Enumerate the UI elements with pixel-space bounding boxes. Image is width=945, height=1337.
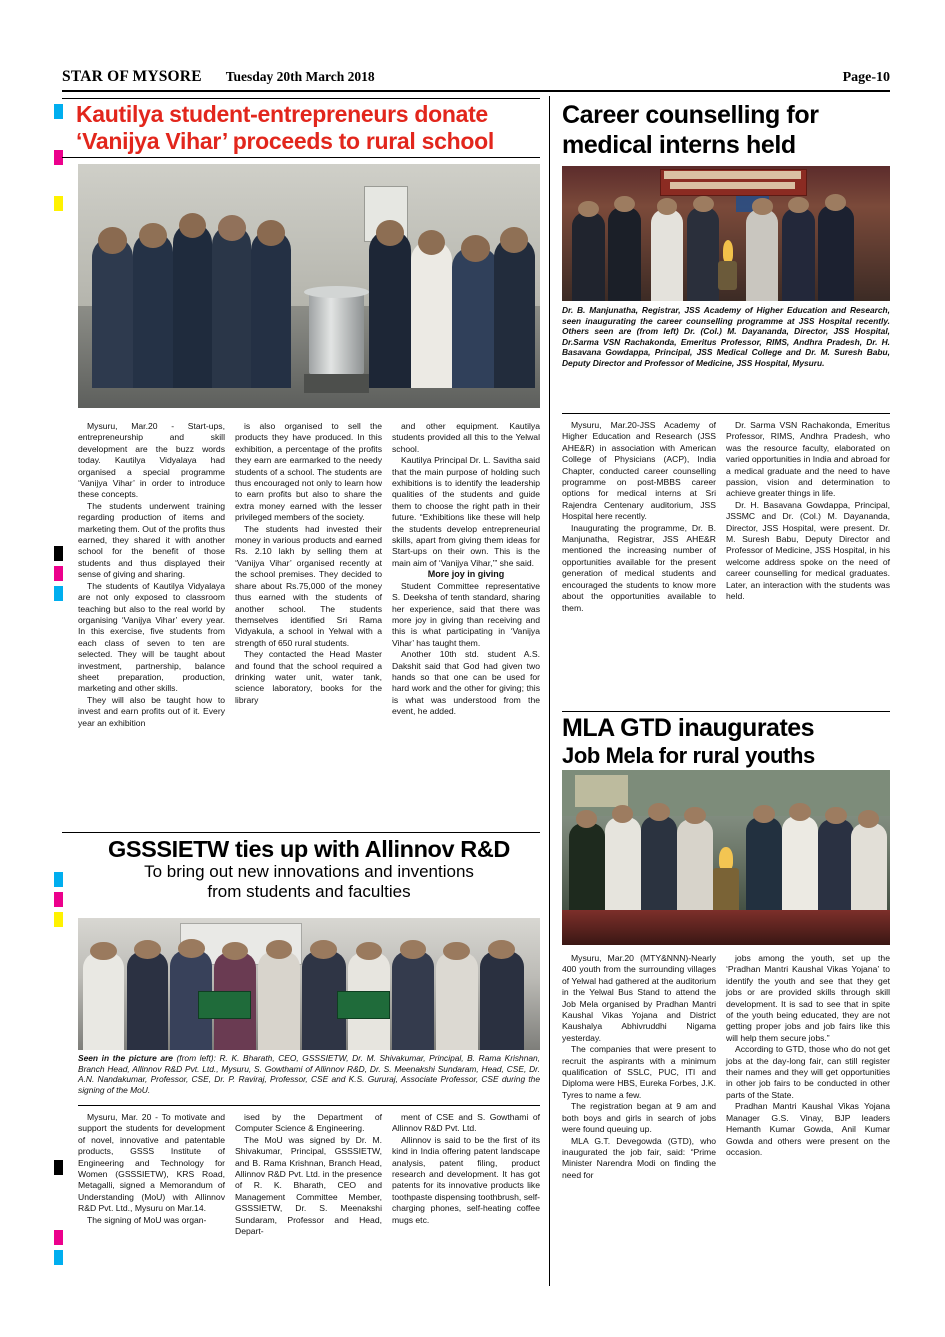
story1-headline-line2: ‘Vanijya Vihar’ proceeds to rural school [76, 128, 494, 154]
story2-caption-rule [562, 413, 890, 414]
page-number: Page-10 [842, 70, 890, 85]
registration-bar-magenta-4 [54, 1230, 63, 1245]
story2-caption [562, 305, 890, 369]
story1-col3-p3: Student Committee representative S. Deeksha of tenth standard, sharing her experience, said that there was more joy in giving than receiving and this is what participating in ‘Vanijya Vihar’ has taught them. [392, 580, 540, 648]
story3-col2-p3: Pradhan Mantri Kaushal Vikas Yojana Manager G.S. Vinay, BJP leaders Hemanth Kumar Gowda, Anil Kumar Gowda and others were present on the occasion. [726, 1101, 890, 1157]
registration-bar-cyan-4 [54, 1250, 63, 1265]
registration-bar-magenta-3 [54, 892, 63, 907]
story2-col2-p1: Dr. Sarma VSN Rachakonda, Emeritus Professor, RIMS, Andhra Pradesh, who was the resource faculty, elaborated on varied opportunities in India and abroad for a medical graduate and the need to have passion, vision and determination to achieve greater things in life. [726, 420, 890, 499]
story4-col3-p2: Allinnov is said to be the first of its kind in India offering patent landscape analysis, patent filing, product research and development. It has got patents for its innovative products like toothpaste dispensing toothbrush, self-charging phones, self-heating coffee mugs etc. [392, 1134, 540, 1225]
story1-col2-p1: is also organised to sell the products they have produced. In this exhibition, a percentage of the profits they earn are earmarked to the needy students of a school. The students are thus encouraged not only to learn how to earn profits but also to share the extra money earned with the lesser privileged members of the society. [235, 421, 382, 523]
story1-headline [76, 101, 542, 155]
story2-photo [562, 166, 890, 301]
story3-col1-p1: Mysuru, Mar.20 (MTY&NNN)-Nearly 400 youth from the surrounding villages of Yelwal had gathered at the auditorium in the Yelwal Bus Stand to attend the Job Mela organised by Pradhan Mantri Kaushal Vikas Yojana and District Kaushalya Abhivruddhi Nigama yesterday. [562, 953, 716, 1043]
story1-col1-p1: Mysuru, Mar.20 - Start-ups, entrepreneurship and skill development are the buzz words today. Kautilya Vidyalaya had organised a special programme ‘Vanijya Vihar’ in order to introduce these concepts. [78, 421, 225, 500]
story1-col3-p4: Another 10th std. student A.S. Dakshit said that God had given two hands so that one can be used for hard work and the other for giving; this is what was understood from the event, he added. [392, 649, 540, 717]
registration-bar-magenta-2 [54, 566, 63, 581]
story3-col1-p2: The companies that were present to recruit the aspirants with a minimum qualification of SSLC, PUC, ITI and Diploma were HBS, Eureka Forbes, J.K. Tyres to name a few. [562, 1044, 716, 1100]
story4-caption-rule [78, 1105, 540, 1106]
story3-photo [562, 770, 890, 945]
story3-headline-line2: Job Mela for rural youths [562, 743, 815, 768]
story4-col1-p2: The signing of MoU was organ- [87, 1214, 207, 1225]
story4-headline [76, 836, 542, 902]
story2-caption-text: Dr. B. Manjunatha, Registrar, JSS Academy of Higher Education and Research, seen inaugurating the career counselling programme at JSS Hospital recently. Others seen are (from left) Dr. (Col.) M. Dayananda, Director, JSS Hospital, Dr.Sarma VSN Rachakonda, Emeritus Professor, RIMS, Andhra Pradesh, Dr. H. Basavana Gowdappa, Principal, JSS Medical College and Dr. M. Suresh Babu, Deputy Director and Professor of Medicine, JSS Hospital, Mysuru. [562, 305, 890, 368]
story1-column-3 [392, 421, 540, 829]
story1-col1-p4: They will also be taught how to invest and earn profits out of it. Every year an exhibition [78, 694, 225, 728]
story2-headline-line1: Career counselling for [562, 101, 819, 129]
story2-column-2 [726, 420, 890, 700]
registration-bar-black [54, 546, 63, 561]
story1-col2-p2: The students had invested their money in various products and earned Rs. 2.10 lakh by selling them at ‘Vanijya Vihar’ organised recently at the school premises. They decided to share about Rs.75,000 of the money thus earned with the students of another school. The students themselves identified Sri Rama Vidyakula, a school in Yelwal with a strength of 650 rural students. [235, 523, 382, 648]
story3-column-2 [726, 953, 890, 1283]
story2-col1-p1: Mysuru, Mar.20-JSS Academy of Higher Education and Research (JSS AHE&R) in association with American College of Physicians (ACP), India Chapter, conducted career counselling programme on post-MBBS career options for medical interns at Sri Rajendra Centenary auditorium, JSS Hospital here recently. [562, 420, 716, 522]
story2-col2-p2: Dr. H. Basavana Gowdappa, Principal, JSSMC and Dr. (Col.) M. Dayananda, Director, JSS Hospital, were present. Dr. M. Suresh Babu, Deputy Director and Professor of Medicine, JSS Hospital, in his welcome address spoke on the need of career counselling for medical graduates. Later, an interaction with the students was held. [726, 499, 890, 602]
story4-column-2 [235, 1112, 382, 1292]
masthead [62, 68, 890, 92]
story1-col2-p3: They contacted the Head Master and found that the school required a drinking water unit, water tank, science laboratory, books for the library [235, 649, 382, 705]
story3-rule-top [562, 711, 890, 712]
registration-bar-yellow-2 [54, 912, 63, 927]
story2-column-1 [562, 420, 716, 700]
story2-col1-p2: Inaugurating the programme, Dr. B. Manjunatha, Registrar, JSS AHE&R mentioned the increasing number of opportunities available for the present generation of medical students and encouraged the students to know more about the opportunities available to them. [562, 522, 716, 613]
story4-col2-p2: The MoU was signed by Dr. M. Shivakumar, Principal, GSSSIETW, and B. Rama Krishnan, Branch Head, Allinnov R&D Pvt. Ltd. in the presence of R. K. Bharath, CEO and Management Committee Member, GSSSIETW, Dr. S. Meenakshi Sundaram, Professor and Head, Depart- [235, 1134, 382, 1237]
story3-headline [562, 714, 890, 769]
registration-bar-cyan-2 [54, 586, 63, 601]
registration-bar-yellow [54, 196, 63, 211]
story3-col2-p1: jobs among the youth, set up the ‘Pradhan Mantri Kaushal Vikas Yojana’ to identify the youth and see that they get jobs or are provided skills through skill development. It is sad to see that in spite of the youth being educated, they are not getting proper jobs and job fairs like this will help them secure jobs.” [726, 953, 890, 1043]
paper-date: Tuesday 20th March 2018 [225, 69, 375, 84]
story4-rule-top [62, 832, 540, 833]
paper-name: STAR OF MYSORE [62, 68, 202, 85]
story1-rule-bottom [62, 157, 540, 158]
story1-subhead: More joy in giving [427, 569, 505, 580]
masthead-left [62, 68, 375, 86]
story1-rule-top [62, 98, 540, 99]
story4-caption [78, 1053, 540, 1095]
story4-col1-p1: Mysuru, Mar. 20 - To motivate and support the students for development of novel, innovative and patentable products, GSSS Institute of Engineering and Technology for Women (GSSSIETW), KRS Road, Metagalli, signed a Memorandum of Understanding (MoU) with Allinnov R&D Pvt. Ltd., Mysuru on Mar.14. [78, 1112, 225, 1214]
story1-col1-p3: The students of Kautilya Vidyalaya are not only exposed to classroom teaching but also to the real world by organising ‘Vanijya Vihar’ every year. In this exercise, five students from each class of seven to ten are selected. They will be taught about investment, partnership, balance sheet preparation, production, marketing and other skills. [78, 580, 225, 694]
story3-col1-p3: The registration began at 9 am and both boys and girls in search of jobs were found queuing up. [562, 1101, 716, 1135]
story1-photo [78, 164, 540, 408]
story4-column-1 [78, 1112, 225, 1292]
registration-bar-black-2 [54, 1160, 63, 1175]
story3-headline-line1: MLA GTD inaugurates [562, 714, 815, 742]
story4-col3-p1: ment of CSE and S. Gowthami of Allinnov R&D Pvt. Ltd. [392, 1112, 540, 1134]
story3-col2-p2: According to GTD, those who do not get jobs at the day-long fair, can still register their names and they will get opportunities in other job fairs to be conducted in other parts of the State. [726, 1044, 890, 1100]
story3-column-1 [562, 953, 716, 1283]
story4-caption-lead: Seen in the picture are [78, 1053, 173, 1063]
story4-caption-text: (from left): R. K. Bharath, CEO, GSSSIETW, Dr. M. Shivakumar, Principal, B. Rama Krishnan, Branch Head, Allinnov R&D Pvt. Ltd., Mysuru, S. Gowthami of Allinnov R&D, Dr. S. Meenakshi Sundaram, Head, CSE, Dr. A.N. Nandakumar, Professor, CSE, Dr. P. Raviraj, Professor, CSE and K.S. Gururaj, Associate Professor, CSE during the signing of the MoU. [78, 1053, 541, 1095]
story1-headline-line1: Kautilya student-entrepreneurs donate [76, 101, 488, 127]
story2-headline-line2: medical interns held [562, 131, 796, 159]
story1-col3-p1: and other equipment. Kautilya students provided all this to the Yelwal school. [392, 421, 540, 454]
story1-col1-p2: The students underwent training regarding production of items and marketing them. Out of the profits thus earned, they shared it with another school for the benefit of those students and thus displayed their sense of giving and sharing. [78, 500, 225, 580]
registration-bar-cyan [54, 104, 63, 119]
column-divider-vertical [549, 96, 550, 1286]
story3-col1-p4: MLA G.T. Devegowda (GTD), who inaugurated the job fair, said: “Prime Minister Narendra Modi on finding the need for [562, 1135, 716, 1180]
story4-headline-main: GSSSIETW ties up with Allinnov R&D [107, 836, 510, 862]
story4-subhead-line1: To bring out new innovations and inventions [144, 862, 474, 881]
story4-photo [78, 918, 540, 1050]
story1-column-1 [78, 421, 225, 829]
story4-column-3 [392, 1112, 540, 1292]
registration-bar-cyan-3 [54, 872, 63, 887]
story4-subhead-line2: from students and faculties [207, 882, 411, 901]
story1-column-2 [235, 421, 382, 829]
story4-col2-p1: ised by the Department of Computer Science & Engineering. [235, 1112, 382, 1134]
story2-headline [562, 100, 890, 160]
story1-col3-p2: Kautilya Principal Dr. L. Savitha said that the main purpose of holding such exhibitions is to identify the leadership qualities of the students and guide them to choose the right path in their future. “Exhibitions like these will help the students develop entrepreneurial skills, apart from giving them ideas for Start-ups on their own. This is the main aim of ‘Vanijya Vihar,’” she said. [392, 455, 540, 568]
